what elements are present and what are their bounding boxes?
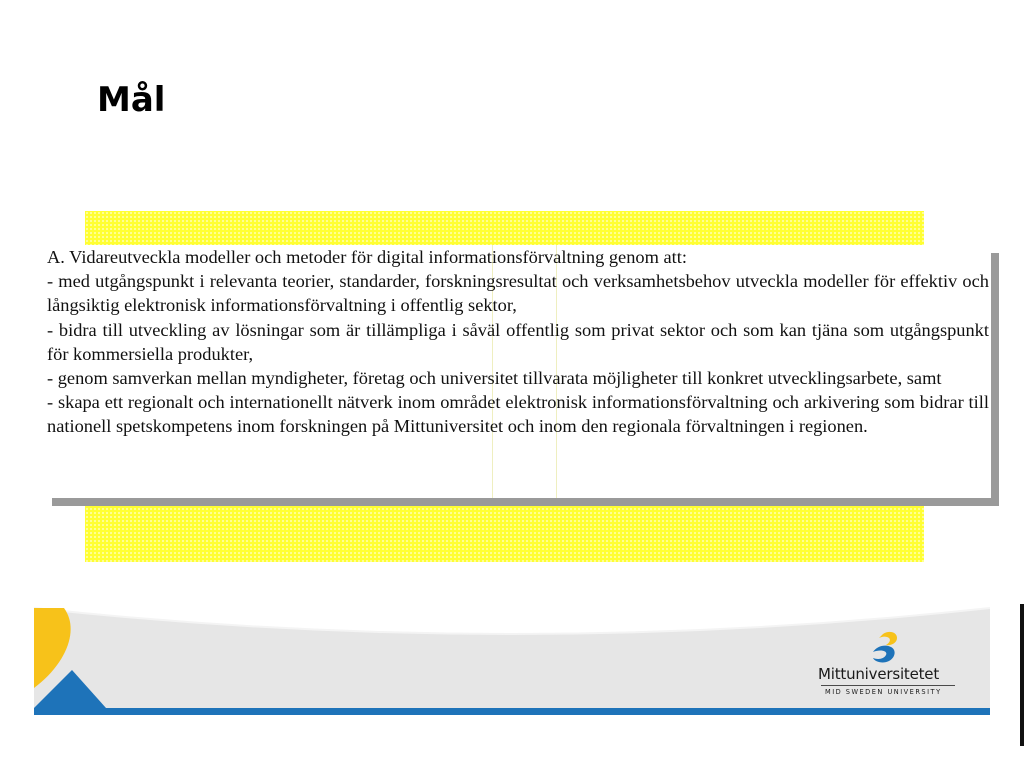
logo-mark-icon: [869, 630, 903, 666]
logo-divider: [821, 685, 955, 686]
goal-text: [44, 245, 991, 439]
right-edge-line: [1020, 604, 1024, 746]
slide-title: Mål: [97, 80, 166, 120]
goal-item: - bidra till utveckling av lösningar som är tillämpliga i såväl offentlig som privat sektor och som kan tjäna som utgångspunkt för kommersiella produkter,: [47, 319, 989, 364]
logo-name: Mittuniversitetet: [818, 665, 940, 683]
goal-item: - med utgångspunkt i relevanta teorier, standarder, forskningsresultat och verksamhetsbehov utveckla modeller för effektiv och långsiktig elektronisk informationsförvaltning i offentlig sektor,: [47, 271, 989, 316]
logo-subtitle: MID SWEDEN UNIVERSITY: [825, 688, 942, 696]
goal-text-panel: [44, 245, 991, 498]
goal-heading: A. Vidareutveckla modeller och metoder för digital informationsförvaltning genom att:: [47, 247, 687, 267]
mittuniversitetet-logo: [815, 630, 957, 700]
blue-bottom-bar: [34, 708, 990, 715]
goal-item: - genom samverkan mellan myndigheter, företag och universitet tillvarata möjligheter till konkret utvecklingsarbete, samt: [47, 368, 942, 389]
goal-item: - skapa ett regionalt och internationellt nätverk inom området elektronisk informationsförvaltning och arkivering som bidrar till nationell spetskompetens inom forskningen på Mittuniversitet och inom den regionala förvaltningen i regionen.: [47, 392, 989, 437]
